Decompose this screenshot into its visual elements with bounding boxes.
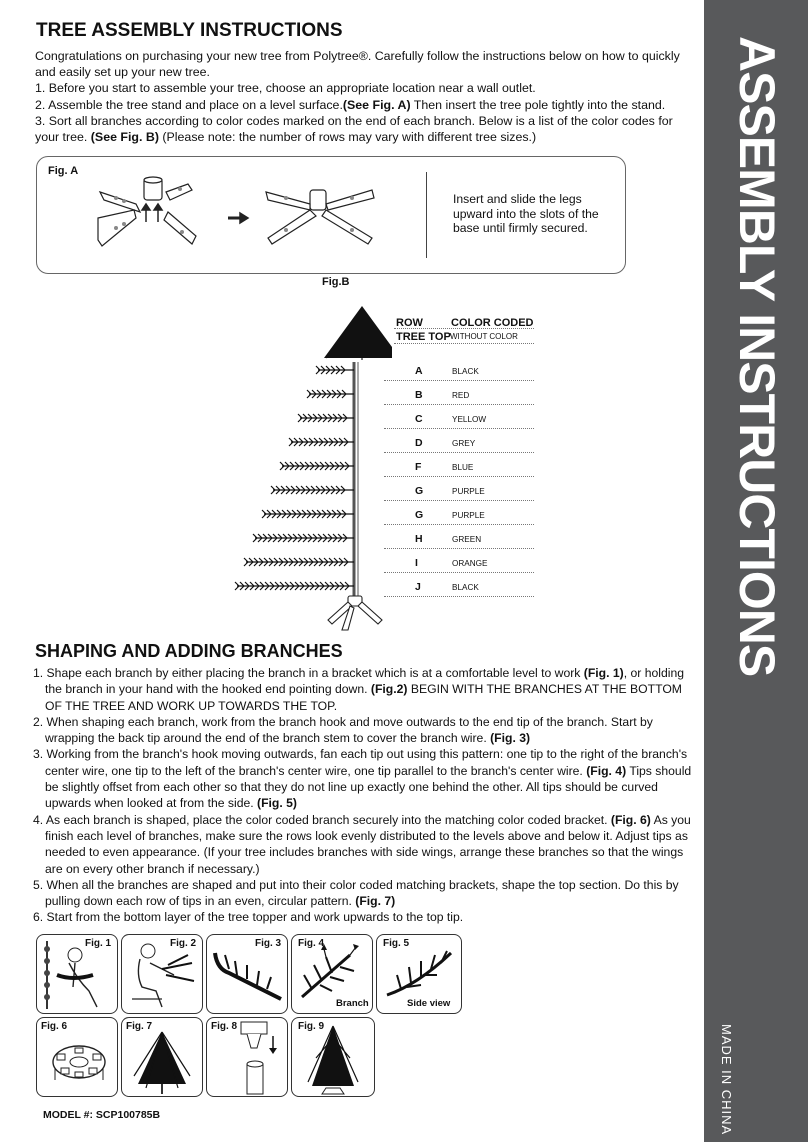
shaping-step-5 — [33, 877, 698, 910]
figure-6 — [36, 1017, 118, 1097]
figure-3 — [206, 934, 288, 1014]
shaping-step-4 — [33, 812, 698, 877]
figure-4-caption: Branch — [336, 998, 369, 1009]
figure-a-divider — [426, 172, 427, 258]
figure-5-caption: Side view — [407, 998, 451, 1009]
row-color: BLACK — [452, 583, 479, 592]
fig-ref: (Fig. 4) — [586, 763, 627, 778]
step-text: 2. When shaping each branch, work from the branch hook and move outwards to the end tip of the branch. Start by wrapping the back tip around the end of the branch stem to cover the branch wire. — [33, 714, 653, 746]
step-text: 3. Working from the branch's hook moving outwards, fan each tip out using this pattern: one tip to the right of the branch's center wire, one tip to the left of the branch's center wire, one tip parallel to the branch's center wire. — [33, 747, 688, 778]
figure-9-label: Fig. 9 — [298, 1021, 325, 1032]
row-header: ROW — [396, 317, 423, 329]
color-row — [384, 437, 534, 453]
figure-4-label: Fig. 4 — [298, 938, 325, 949]
row-color: PURPLE — [452, 511, 485, 520]
step-text: 4. As each branch is shaped, place the color coded branch securely into the matching color coded bracket. — [33, 812, 611, 827]
shaping-step-3 — [33, 746, 698, 811]
row-letter: A — [415, 365, 423, 377]
fig-ref: (Fig. 7) — [355, 894, 396, 909]
sidebar-title-text: ASSEMBLY INSTRUCTIONS — [729, 36, 785, 677]
intro-step-3-text: 3. Sort all branches according to color codes marked on the end of each branch. Below is a list of the color codes for your tree. — [35, 113, 673, 145]
color-row — [384, 581, 534, 597]
tree-diagram — [222, 304, 392, 634]
row-letter: F — [415, 461, 422, 473]
figure-3-label: Fig. 3 — [255, 938, 282, 949]
intro-step-2 — [35, 97, 695, 113]
header-divider — [394, 328, 534, 329]
row-color: RED — [452, 391, 470, 400]
color-row — [384, 413, 534, 429]
figure-2 — [121, 934, 203, 1014]
row-color: BLUE — [452, 463, 474, 472]
figure-6-label: Fig. 6 — [41, 1021, 68, 1032]
color-row — [384, 533, 534, 549]
row-letter: I — [415, 557, 418, 569]
figure-2-label: Fig. 2 — [170, 938, 197, 949]
step-text: 5. When all the branches are shaped and put into their color coded matching brackets, shape the top section. Do this by pulling down each row of tips in an even, circular pattern. — [33, 877, 679, 909]
figure-8 — [206, 1017, 288, 1097]
stand-assembly-illustration — [96, 176, 421, 256]
page-title: TREE ASSEMBLY INSTRUCTIONS — [36, 20, 343, 41]
figure-a-label: Fig. A — [48, 165, 79, 177]
shaping-step-2 — [33, 714, 698, 747]
color-row — [384, 557, 534, 573]
row-color: GREY — [452, 439, 476, 448]
step-text: Tips should be slightly offset from each other so that they do not line up exactly one behind the other. All tips should be curved upwards when looked at from the side. — [45, 763, 692, 811]
color-row — [384, 365, 534, 381]
row-letter: J — [415, 581, 421, 593]
figure-7 — [121, 1017, 203, 1097]
figure-4 — [291, 934, 373, 1014]
fig-ref: (Fig. 1) — [583, 666, 624, 680]
row-letter: G — [415, 485, 424, 497]
without-color-label: WITHOUT COLOR — [450, 332, 518, 341]
intro-step-2-text-end: Then insert the tree pole tightly into the stand. — [410, 97, 666, 112]
row-letter: G — [415, 509, 424, 521]
row-color: ORANGE — [452, 559, 488, 568]
row-letter: H — [415, 533, 423, 545]
tree-top-label: TREE TOP — [396, 331, 451, 343]
row-letter: D — [415, 437, 423, 449]
fig-ref: (Fig.2) — [370, 682, 408, 697]
color-row — [384, 485, 534, 501]
color-row — [384, 389, 534, 405]
step-text: As you finish each level of branches, make sure the rows look evenly distributed to the levels above and below it. Adjust tips as needed to even appearance. (If your tree includes branches with side wings, arrange these branches so that the wings are on every other branch if necessary.) — [45, 812, 691, 876]
fig-ref: (Fig. 5) — [257, 796, 297, 811]
color-row — [384, 461, 534, 477]
intro-step-1: 1. Before you start to assemble your tree, choose an appropriate location near a wall outlet. — [35, 81, 536, 96]
color-coded-header: COLOR CODED — [451, 317, 534, 329]
fig-ref: (Fig. 3) — [490, 731, 531, 746]
intro-step-3 — [35, 113, 695, 145]
figure-9 — [291, 1017, 375, 1097]
figure-1 — [36, 934, 118, 1014]
model-number: MODEL #: SCP100785B — [43, 1109, 161, 1121]
shaping-step-1 — [33, 665, 698, 714]
row-color: PURPLE — [452, 487, 485, 496]
color-row — [384, 509, 534, 525]
figure-8-label: Fig. 8 — [211, 1021, 238, 1032]
step-text: BEGIN WITH THE BRANCHES AT THE BOTTOM OF THE TREE AND WORK UP TOWARDS THE TOP. — [45, 682, 682, 713]
shaping-steps — [33, 665, 698, 926]
figure-a-text: Insert and slide the legs upward into the slots of the base until firmly secured. — [453, 192, 599, 235]
intro-step-2-text: 2. Assemble the tree stand and place on a level surface. — [35, 97, 343, 112]
step-text: 1. Shape each branch by either placing the branch in a bracket which is at a comfortable level to work — [33, 666, 584, 680]
row-color: YELLOW — [452, 415, 487, 424]
made-in-text: MADE IN CHINA — [719, 1024, 734, 1136]
fig-ref: (Fig. 6) — [610, 812, 651, 827]
row-letter: B — [415, 389, 423, 401]
row-letter: C — [415, 413, 423, 425]
figure-5 — [376, 934, 462, 1014]
intro-text: Congratulations on purchasing your new tree from Polytree®. Carefully follow the instructions below on how to quickly and easily set up your new tree. — [35, 49, 680, 80]
see-fig-b-ref: (See Fig. B) — [90, 130, 159, 145]
figure-7-label: Fig. 7 — [126, 1021, 153, 1032]
step-text: , or holding the branch in your hand with the hooked end pointing down. — [45, 666, 685, 697]
see-fig-a-ref: (See Fig. A) — [342, 97, 411, 112]
figure-b-label: Fig.B — [322, 276, 350, 288]
shaping-title: SHAPING AND ADDING BRANCHES — [35, 641, 343, 661]
row-color: GREEN — [452, 535, 482, 544]
figure-5-label: Fig. 5 — [383, 938, 410, 949]
header-divider-2 — [394, 343, 534, 344]
shaping-step-6: 6. Start from the bottom layer of the tree topper and work upwards to the top tip. — [33, 910, 464, 925]
figure-1-label: Fig. 1 — [85, 938, 112, 949]
intro-section — [35, 48, 695, 145]
intro-step-3-note: (Please note: the number of rows may vary with different tree sizes.) — [158, 130, 537, 145]
row-color: BLACK — [452, 367, 479, 376]
